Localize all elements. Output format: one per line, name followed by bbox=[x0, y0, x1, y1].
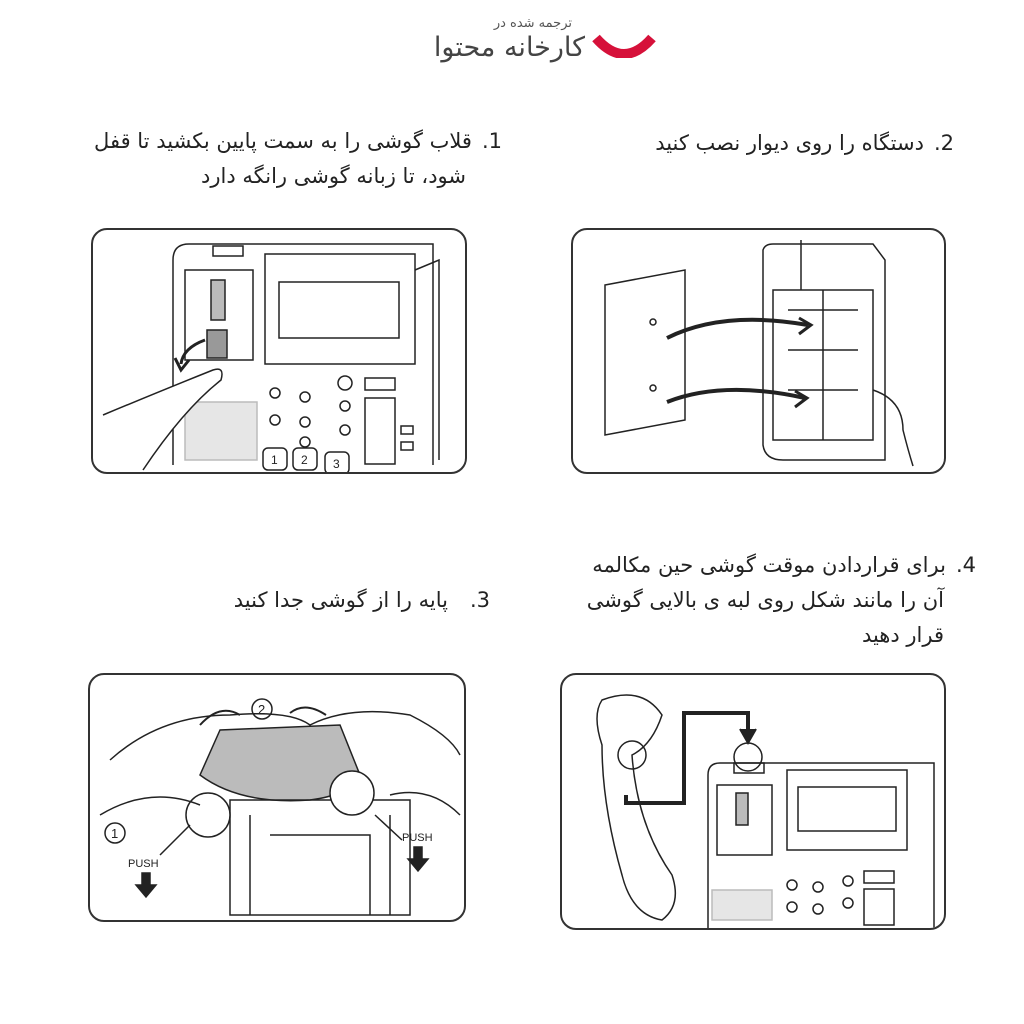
step-text-line: شود، تا زبانه گوشی رانگه دارد bbox=[201, 164, 466, 188]
step-text-line: پایه را از گوشی جدا کنید bbox=[233, 588, 448, 612]
logo-title: کارخانه محتوا bbox=[433, 32, 585, 63]
step-number: 2. bbox=[933, 131, 954, 155]
step-4-illustration bbox=[560, 673, 946, 930]
step-1-instruction bbox=[94, 124, 502, 194]
step-text-line: قلاب گوشی را به سمت پایین بکشید تا قفل bbox=[94, 129, 472, 153]
push-label-right: PUSH bbox=[402, 832, 433, 844]
push-label-left: PUSH bbox=[128, 858, 159, 870]
step-4-instruction bbox=[587, 548, 976, 653]
key-label: 3 bbox=[333, 457, 340, 471]
step-text-line: آن را مانند شکل روی لبه ی بالایی گوشی bbox=[586, 588, 944, 612]
logo-subtitle: ترجمه شده در bbox=[493, 16, 572, 31]
step-number: 1. bbox=[481, 129, 502, 153]
step-1-illustration bbox=[91, 228, 467, 474]
step-3-illustration bbox=[88, 673, 466, 922]
keypad-keys bbox=[263, 448, 349, 472]
key-label: 2 bbox=[301, 453, 308, 467]
key-label: 1 bbox=[271, 453, 278, 467]
brand-logo bbox=[420, 8, 670, 70]
step-marker-1: 1 bbox=[111, 826, 119, 841]
step-number: 4. bbox=[955, 553, 976, 577]
step-3-instruction bbox=[234, 583, 490, 618]
step-text-line: دستگاه را روی دیوار نصب کنید bbox=[655, 131, 924, 155]
step-2-illustration bbox=[571, 228, 946, 474]
step-number: 3. bbox=[469, 588, 490, 612]
smile-logo-icon bbox=[592, 30, 656, 58]
step-text-line: برای قراردادن موقت گوشی حین مکالمه bbox=[592, 553, 946, 577]
step-marker-2: 2 bbox=[258, 702, 266, 717]
step-text-line: قرار دهید bbox=[861, 623, 944, 647]
step-2-instruction bbox=[655, 126, 954, 161]
